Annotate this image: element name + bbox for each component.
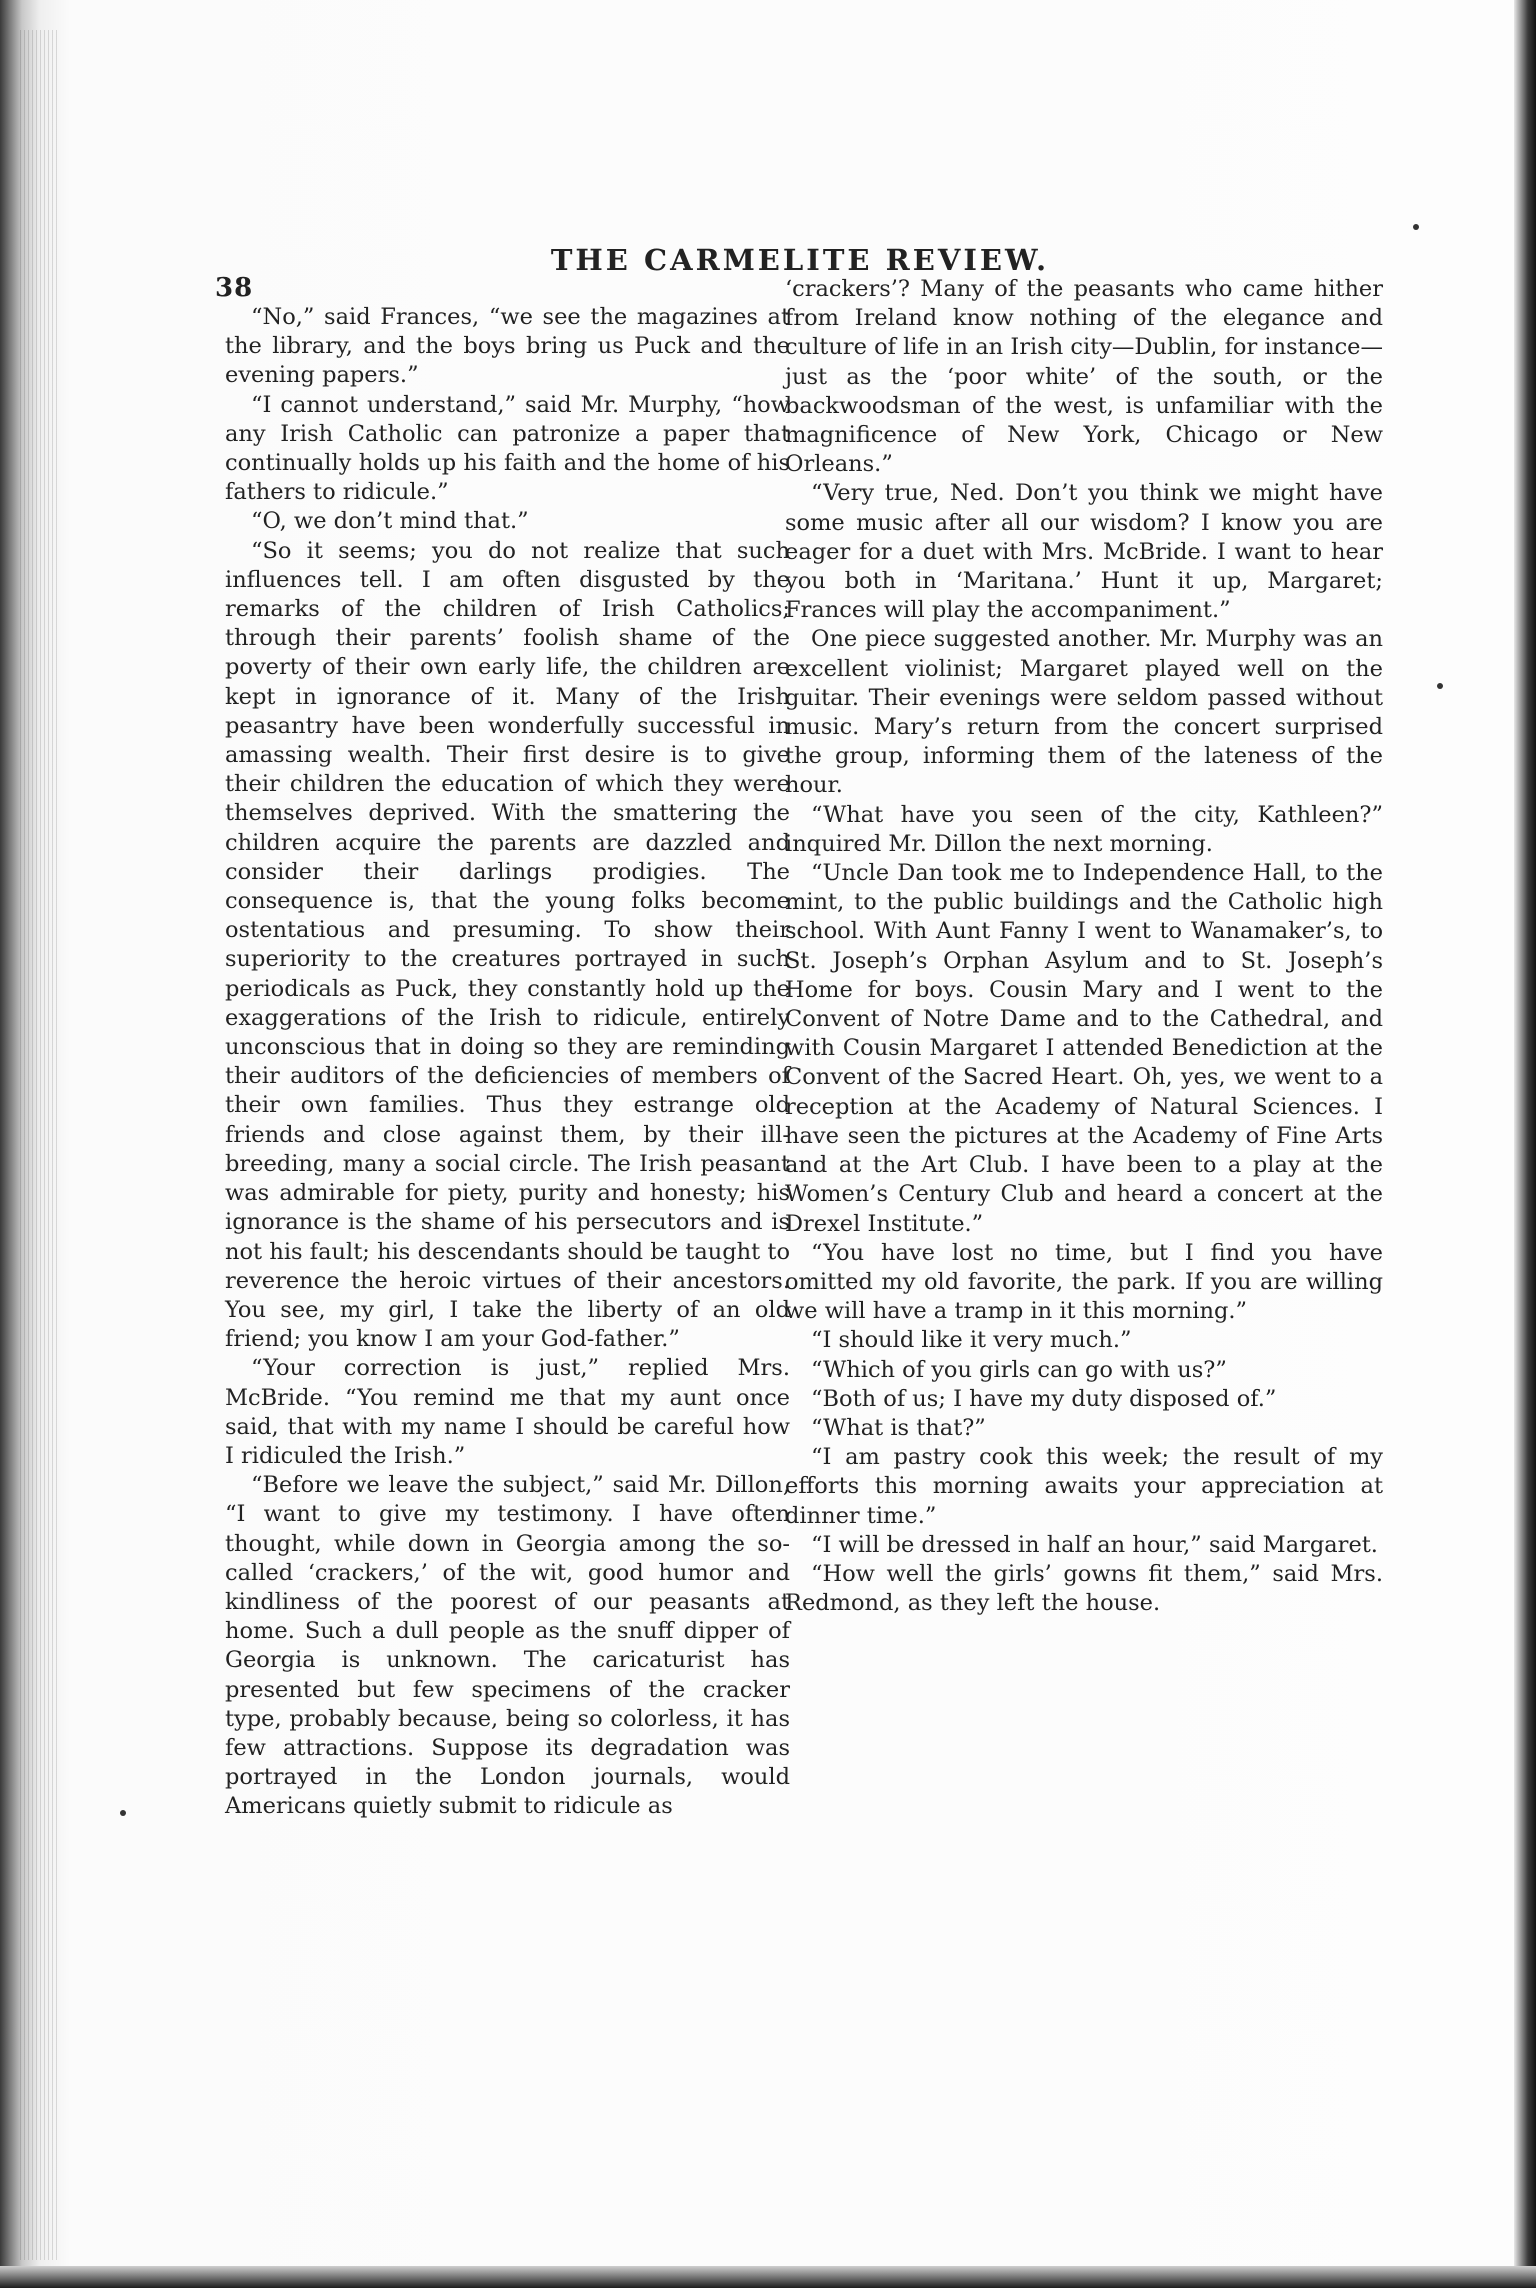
paragraph: “No,” said Frances, “we see the magazines at the library, and the boys bring us Puck and the evening papers.” xyxy=(225,304,790,389)
paragraph: “Your correction is just,” replied Mrs. McBride. “You remind me that my aunt once said, that with my name I should be careful how I ridiculed the Irish.” xyxy=(225,1355,790,1469)
paragraph: “What have you seen of the city, Kathleen?” inquired Mr. Dillon the next morning. xyxy=(785,801,1383,857)
paragraph: “Before we leave the subject,” said Mr. Dillon, “I want to give my testimony. I have often thought, while down in Georgia among the so-called ‘crackers,’ of the wit, good humor and kindliness of the poorest of our peasants at home. Such a dull people as the snuff dipper of Georgia is unknown. The caricaturist has presented but few specimens of the cracker type, probably because, being so colorless, it has few attractions. Suppose its degradation was portrayed in the London journals, would Americans quietly submit to ridicule as xyxy=(225,1472,790,1820)
paragraph: “I am pastry cook this week; the result of my efforts this morning awaits your appreciation at dinner time.” xyxy=(785,1444,1383,1529)
page-number: 38 xyxy=(215,273,254,303)
paragraph: “Uncle Dan took me to Independence Hall, to the mint, to the public buildings and the Catholic high school. With Aunt Fanny I went to Wanamaker’s, to St. Joseph’s Orphan Asylum and to St. Joseph’s Home for boys. Cousin Mary and I went to the Convent of Notre Dame and to the Cathedral, and with Cousin Margaret I attended Benediction at the Convent of the Sacred Heart. Oh, yes, we went to a reception at the Academy of Natural Sciences. I have seen the pictures at the Academy of Fine Arts and at the Art Club. I have been to a play at the Women’s Century Club and heard a concert at the Drexel Institute.” xyxy=(785,860,1383,1237)
scan-speck xyxy=(120,1810,126,1816)
paragraph: “Both of us; I have my duty disposed of.” xyxy=(811,1385,1277,1412)
paragraph: One piece suggested another. Mr. Murphy was an excellent violinist; Margaret played well on the guitar. Their evenings were seldom passed without music. Mary’s return from the concert surprised the group, informing them of the lateness of the hour. xyxy=(785,626,1383,799)
scan-bottom-border xyxy=(0,2266,1536,2288)
scan-right-border xyxy=(1514,0,1536,2288)
paragraph: “I cannot understand,” said Mr. Murphy, “how any Irish Catholic can patronize a paper that continually holds up his faith and the home of his fathers to ridicule.” xyxy=(225,391,790,506)
book-page-edges xyxy=(20,30,60,2260)
scan-speck xyxy=(1437,683,1443,689)
paragraph: “How well the girls’ gowns fit them,” said Mrs. Redmond, as they left the house. xyxy=(785,1560,1383,1617)
running-head: THE CARMELITE REVIEW. xyxy=(550,243,1050,277)
paragraph: “Very true, Ned. Don’t you think we might have some music after all our wisdom? I know you are eager for a duet with Mrs. McBride. I want to hear you both in ‘Maritana.’ Hunt it up, Margaret; Frances will play the accompaniment.” xyxy=(785,480,1383,624)
paragraph: “I should like it very much.” xyxy=(811,1327,1132,1354)
paragraph: “O, we don’t mind that.” xyxy=(251,508,529,535)
right-column xyxy=(785,275,1383,1618)
paragraph: “Which of you girls can go with us?” xyxy=(811,1356,1227,1383)
paragraph: “So it seems; you do not realize that such influences tell. I am often disgusted by the remarks of the children of Irish Catholics; through their parents’ foolish shame of the poverty of their own early life, the children are kept in ignorance of it. Many of the Irish peasantry have been wonderfully successful in amassing wealth. Their first desire is to give their children the education of which they were themselves deprived. With the smattering the children acquire the parents are dazzled and consider their darlings prodigies. The consequence is, that the young folks become ostentatious and presuming. To show their superiority to the creatures portrayed in such periodicals as Puck, they constantly hold up the exaggerations of the Irish to ridicule, entirely unconscious that in doing so they are reminding their auditors of the deficiencies of members of their own families. Thus they estrange old friends and close against them, by their ill-breeding, many a social circle. The Irish peasant was admirable for piety, purity and honesty; his ignorance is the shame of his persecutors and is not his fault; his descendants should be taught to reverence the heroic virtues of their ancestors. You see, my girl, I take the liberty of an old friend; you know I am your God-father.” xyxy=(225,537,790,1353)
book-page xyxy=(215,225,1385,2065)
paragraph: “I will be dressed in half an hour,” said Margaret. xyxy=(811,1531,1378,1558)
paragraph: ‘crackers’? Many of the peasants who came hither from Ireland know nothing of the elegance and culture of life in an Irish city—Dublin, for instance—just as the ‘poor white’ of the south, or the backwoodsman of the west, is unfamiliar with the magnificence of New York, Chicago or New Orleans.” xyxy=(785,276,1383,478)
scan-speck xyxy=(1413,224,1419,230)
left-column xyxy=(225,303,790,1822)
paragraph: “You have lost no time, but I find you have omitted my old favorite, the park. If you are willing we will have a tramp in it this morning.” xyxy=(785,1239,1383,1325)
paragraph: “What is that?” xyxy=(811,1414,986,1441)
